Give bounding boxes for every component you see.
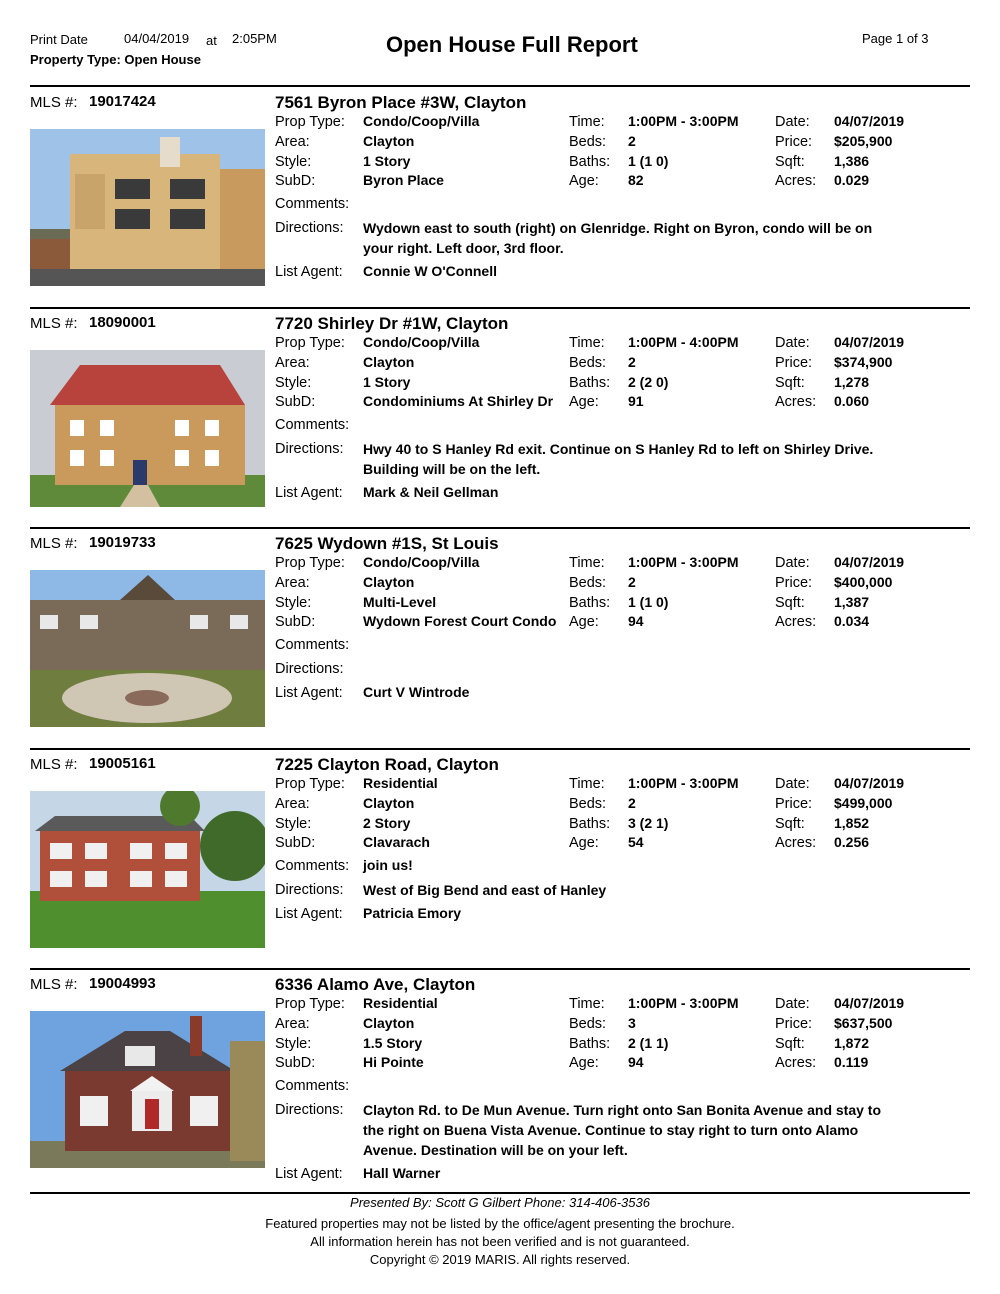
area-value: Clayton xyxy=(363,795,415,811)
price-value: $374,900 xyxy=(834,354,893,370)
style-value: Multi-Level xyxy=(363,594,437,610)
property-address: 7561 Byron Place #3W, Clayton xyxy=(275,93,527,112)
mls-label: MLS #: xyxy=(30,94,78,111)
price-value: $499,000 xyxy=(834,795,893,811)
list-agent-label: List Agent: xyxy=(275,1166,343,1182)
prop-type-label: Prop Type: xyxy=(275,555,345,571)
prop-type-value: Condo/Coop/Villa xyxy=(363,554,480,570)
prop-type-label: Prop Type: xyxy=(275,996,345,1012)
price-value: $205,900 xyxy=(834,133,893,149)
baths-value: 1 (1 0) xyxy=(628,594,669,610)
at-label: at xyxy=(206,33,217,48)
style-label: Style: xyxy=(275,816,312,832)
mls-label: MLS #: xyxy=(30,976,78,993)
mls-number: 19004993 xyxy=(89,975,156,992)
date-value: 04/07/2019 xyxy=(834,995,905,1011)
mls-label: MLS #: xyxy=(30,756,78,773)
acres-label: Acres: xyxy=(775,835,817,851)
subdivision-label: SubD: xyxy=(275,173,316,189)
page-info: Page 1 of 3 xyxy=(862,31,929,46)
time-label: Time: xyxy=(569,114,605,130)
comments-value: join us! xyxy=(363,857,413,873)
acres-value: 0.256 xyxy=(834,834,870,850)
list-agent-label: List Agent: xyxy=(275,685,343,701)
sqft-value: 1,872 xyxy=(834,1035,870,1051)
prop-type-value: Residential xyxy=(363,995,438,1011)
property-photo xyxy=(30,1011,265,1168)
disclaimer-line-2: All information herein has not been verified and is not guaranteed. xyxy=(310,1234,690,1249)
area-value: Clayton xyxy=(363,133,415,149)
list-agent-label: List Agent: xyxy=(275,264,343,280)
prop-type-label: Prop Type: xyxy=(275,335,345,351)
mls-number: 19019733 xyxy=(89,534,156,551)
sqft-value: 1,386 xyxy=(834,153,870,169)
area-label: Area: xyxy=(275,134,310,150)
age-value: 54 xyxy=(628,834,644,850)
area-label: Area: xyxy=(275,355,310,371)
list-agent-value: Curt V Wintrode xyxy=(363,684,470,700)
directions-value: Clayton Rd. to De Mun Avenue. Turn right onto San Bonita Avenue and stay to the right on Buena Vista Avenue. Continue to stay right to turn onto Alamo Avenue. Destination will be on your left. xyxy=(363,1102,882,1158)
sqft-label: Sqft: xyxy=(775,1036,805,1052)
mls-number: 19005161 xyxy=(89,755,156,772)
directions-value: West of Big Bend and east of Hanley xyxy=(363,882,607,898)
acres-label: Acres: xyxy=(775,614,817,630)
area-label: Area: xyxy=(275,796,310,812)
list-agent-label: List Agent: xyxy=(275,906,343,922)
footer-divider xyxy=(30,1192,970,1194)
price-value: $637,500 xyxy=(834,1015,893,1031)
beds-label: Beds: xyxy=(569,796,607,812)
time-value: 1:00PM - 3:00PM xyxy=(628,995,739,1011)
baths-value: 2 (1 1) xyxy=(628,1035,669,1051)
subdivision-label: SubD: xyxy=(275,394,316,410)
beds-value: 2 xyxy=(628,795,636,811)
prop-type-value: Residential xyxy=(363,775,438,791)
directions-label: Directions: xyxy=(275,220,344,236)
beds-value: 2 xyxy=(628,133,636,149)
acres-value: 0.034 xyxy=(834,613,870,629)
beds-label: Beds: xyxy=(569,1016,607,1032)
baths-label: Baths: xyxy=(569,1036,611,1052)
age-value: 91 xyxy=(628,393,644,409)
beds-label: Beds: xyxy=(569,355,607,371)
subdivision-value: Byron Place xyxy=(363,172,444,188)
listing xyxy=(0,968,1000,1188)
list-agent-value: Connie W O'Connell xyxy=(363,263,497,279)
listing xyxy=(0,748,1000,968)
area-label: Area: xyxy=(275,1016,310,1032)
price-label: Price: xyxy=(775,796,813,812)
mls-label: MLS #: xyxy=(30,315,78,332)
list-agent-value: Patricia Emory xyxy=(363,905,462,921)
subdivision-value: Hi Pointe xyxy=(363,1054,424,1070)
property-address: 7720 Shirley Dr #1W, Clayton xyxy=(275,314,509,333)
age-value: 94 xyxy=(628,613,644,629)
age-value: 94 xyxy=(628,1054,644,1070)
list-agent-value: Hall Warner xyxy=(363,1165,441,1181)
style-label: Style: xyxy=(275,154,312,170)
comments-label: Comments: xyxy=(275,858,350,874)
style-label: Style: xyxy=(275,375,312,391)
acres-label: Acres: xyxy=(775,173,817,189)
style-value: 1 Story xyxy=(363,374,411,390)
print-date: 04/04/2019 xyxy=(124,31,190,46)
time-value: 1:00PM - 3:00PM xyxy=(628,775,739,791)
prop-type-value: Condo/Coop/Villa xyxy=(363,334,480,350)
property-photo xyxy=(30,570,265,727)
date-value: 04/07/2019 xyxy=(834,554,905,570)
property-type-line: Property Type: Open House xyxy=(30,52,201,67)
age-label: Age: xyxy=(569,394,599,410)
date-label: Date: xyxy=(775,996,810,1012)
property-photo xyxy=(30,791,265,948)
comments-label: Comments: xyxy=(275,1078,350,1094)
prop-type-value: Condo/Coop/Villa xyxy=(363,113,480,129)
directions-label: Directions: xyxy=(275,661,344,677)
listing xyxy=(0,307,1000,527)
sqft-label: Sqft: xyxy=(775,595,805,611)
style-value: 1 Story xyxy=(363,153,411,169)
baths-value: 3 (2 1) xyxy=(628,815,669,831)
age-label: Age: xyxy=(569,173,599,189)
area-value: Clayton xyxy=(363,1015,415,1031)
date-label: Date: xyxy=(775,335,810,351)
subdivision-value: Wydown Forest Court Condo xyxy=(363,613,557,629)
time-value: 1:00PM - 3:00PM xyxy=(628,554,739,570)
baths-value: 1 (1 0) xyxy=(628,153,669,169)
page-title: Open House Full Report xyxy=(386,32,638,57)
time-value: 1:00PM - 3:00PM xyxy=(628,113,739,129)
directions-label: Directions: xyxy=(275,1102,344,1118)
comments-label: Comments: xyxy=(275,637,350,653)
mls-number: 18090001 xyxy=(89,314,156,331)
directions-label: Directions: xyxy=(275,882,344,898)
style-value: 2 Story xyxy=(363,815,411,831)
listing xyxy=(0,527,1000,747)
property-photo xyxy=(30,129,265,286)
style-label: Style: xyxy=(275,1036,312,1052)
time-label: Time: xyxy=(569,555,605,571)
area-value: Clayton xyxy=(363,574,415,590)
property-photo xyxy=(30,350,265,507)
comments-label: Comments: xyxy=(275,417,350,433)
baths-value: 2 (2 0) xyxy=(628,374,669,390)
style-value: 1.5 Story xyxy=(363,1035,423,1051)
subdivision-label: SubD: xyxy=(275,835,316,851)
age-label: Age: xyxy=(569,614,599,630)
age-label: Age: xyxy=(569,1055,599,1071)
prop-type-label: Prop Type: xyxy=(275,776,345,792)
price-label: Price: xyxy=(775,355,813,371)
sqft-label: Sqft: xyxy=(775,816,805,832)
age-label: Age: xyxy=(569,835,599,851)
print-date-label: Print Date xyxy=(30,32,88,47)
beds-value: 3 xyxy=(628,1015,636,1031)
disclaimer-line-1: Featured properties may not be listed by the office/agent presenting the brochure. xyxy=(265,1216,735,1231)
list-agent-label: List Agent: xyxy=(275,485,343,501)
date-label: Date: xyxy=(775,776,810,792)
property-address: 7625 Wydown #1S, St Louis xyxy=(275,534,499,553)
age-value: 82 xyxy=(628,172,644,188)
subdivision-label: SubD: xyxy=(275,1055,316,1071)
time-label: Time: xyxy=(569,335,605,351)
price-label: Price: xyxy=(775,1016,813,1032)
property-address: 7225 Clayton Road, Clayton xyxy=(275,755,499,774)
beds-value: 2 xyxy=(628,354,636,370)
sqft-value: 1,852 xyxy=(834,815,870,831)
copyright: Copyright © 2019 MARIS. All rights reserved. xyxy=(369,1252,631,1267)
time-label: Time: xyxy=(569,996,605,1012)
date-value: 04/07/2019 xyxy=(834,113,905,129)
subdivision-value: Clavarach xyxy=(363,834,430,850)
comments-label: Comments: xyxy=(275,196,350,212)
mls-number: 19017424 xyxy=(89,93,156,110)
area-value: Clayton xyxy=(363,354,415,370)
directions-value: Wydown east to south (right) on Glenridge. Right on Byron, condo will be on your right. Left door, 3rd floor. xyxy=(363,220,873,256)
property-address: 6336 Alamo Ave, Clayton xyxy=(275,975,476,994)
sqft-label: Sqft: xyxy=(775,154,805,170)
directions-value: Hwy 40 to S Hanley Rd exit. Continue on S Hanley Rd to left on Shirley Drive. Building will be on the left. xyxy=(363,441,874,477)
subdivision-value: Condominiums At Shirley Dr xyxy=(363,393,554,409)
beds-value: 2 xyxy=(628,574,636,590)
date-value: 04/07/2019 xyxy=(834,775,905,791)
date-label: Date: xyxy=(775,114,810,130)
price-value: $400,000 xyxy=(834,574,893,590)
time-value: 1:00PM - 4:00PM xyxy=(628,334,739,350)
print-time: 2:05PM xyxy=(232,31,277,46)
date-label: Date: xyxy=(775,555,810,571)
baths-label: Baths: xyxy=(569,595,611,611)
acres-value: 0.029 xyxy=(834,172,870,188)
prop-type-label: Prop Type: xyxy=(275,114,345,130)
date-value: 04/07/2019 xyxy=(834,334,905,350)
baths-label: Baths: xyxy=(569,154,611,170)
list-agent-value: Mark & Neil Gellman xyxy=(363,484,499,500)
acres-label: Acres: xyxy=(775,1055,817,1071)
baths-label: Baths: xyxy=(569,375,611,391)
sqft-label: Sqft: xyxy=(775,375,805,391)
style-label: Style: xyxy=(275,595,312,611)
area-label: Area: xyxy=(275,575,310,591)
sqft-value: 1,278 xyxy=(834,374,870,390)
baths-label: Baths: xyxy=(569,816,611,832)
listing xyxy=(0,86,1000,306)
directions-label: Directions: xyxy=(275,441,344,457)
beds-label: Beds: xyxy=(569,575,607,591)
price-label: Price: xyxy=(775,575,813,591)
mls-label: MLS #: xyxy=(30,535,78,552)
time-label: Time: xyxy=(569,776,605,792)
presented-by: Presented By: Scott G Gilbert Phone: 314-406-3536 xyxy=(350,1195,650,1210)
sqft-value: 1,387 xyxy=(834,594,870,610)
beds-label: Beds: xyxy=(569,134,607,150)
acres-label: Acres: xyxy=(775,394,817,410)
acres-value: 0.119 xyxy=(834,1054,869,1070)
subdivision-label: SubD: xyxy=(275,614,316,630)
price-label: Price: xyxy=(775,134,813,150)
acres-value: 0.060 xyxy=(834,393,870,409)
